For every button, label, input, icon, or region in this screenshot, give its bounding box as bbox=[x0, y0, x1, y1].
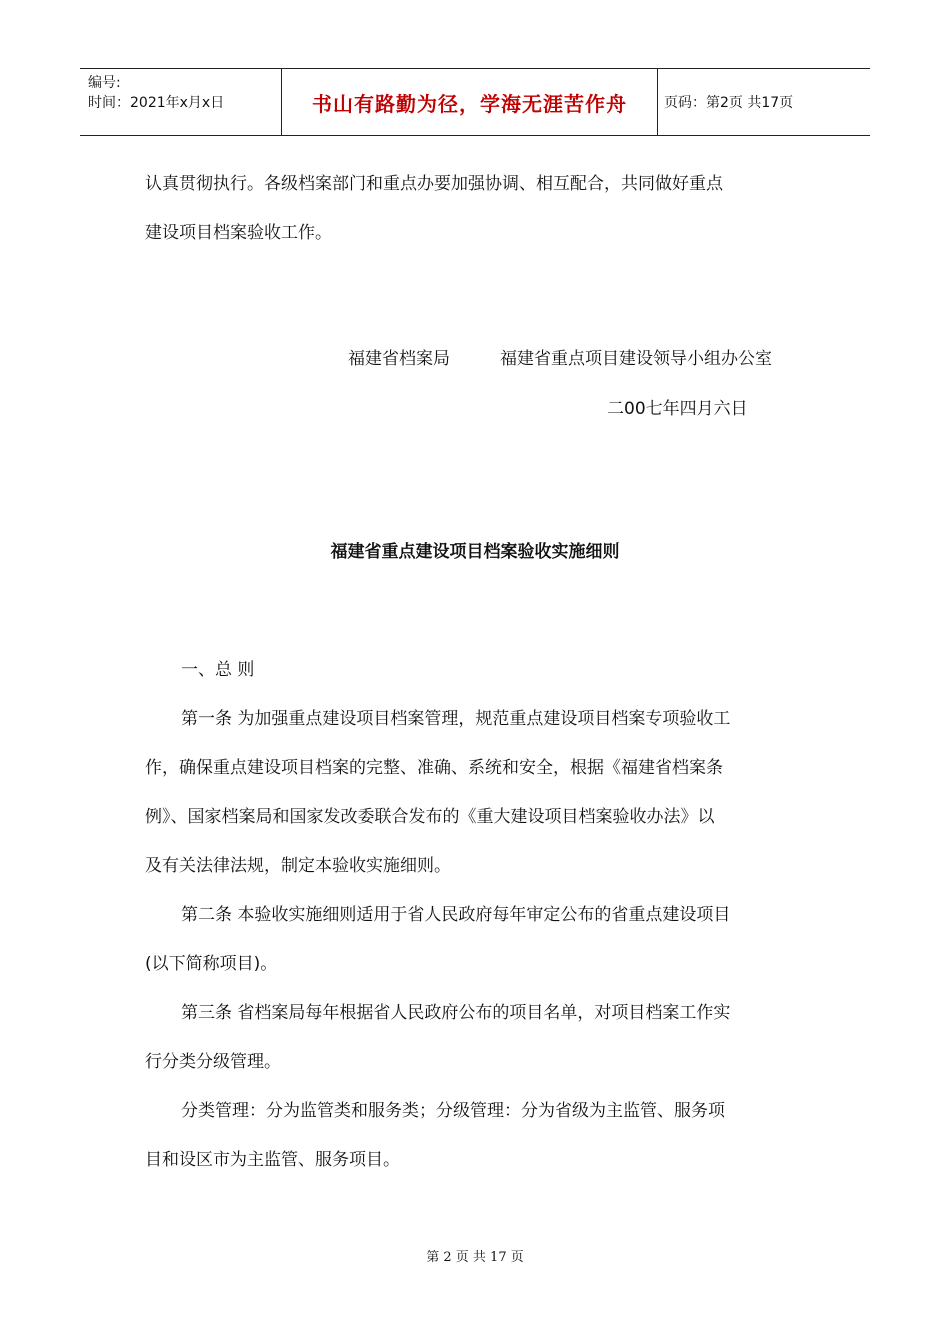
time-label: 时间：2021年x月x日 bbox=[88, 95, 225, 111]
body-line: 分类管理：分为监管类和服务类；分级管理：分为省级为主监管、服务项 bbox=[181, 1101, 725, 1121]
header-motto bbox=[282, 69, 658, 135]
document-title: 福建省重点建设项目档案验收实施细则 bbox=[330, 542, 620, 562]
signature-date: 二00七年四月六日 bbox=[607, 399, 748, 419]
body-line: (以下简称项目)。 bbox=[145, 954, 278, 974]
motto-text: 书山有路勤为径，学海无涯苦作舟 bbox=[312, 91, 627, 116]
intro-text bbox=[145, 160, 810, 258]
page-footer: 第 2 页 共 17 页 bbox=[426, 1250, 524, 1265]
signature-org-archives: 福建省档案局 bbox=[348, 349, 450, 369]
body-line: 行分类分级管理。 bbox=[145, 1052, 281, 1072]
body-line: 第一条 为加强重点建设项目档案管理，规范重点建设项目档案专项验收工 bbox=[181, 709, 731, 729]
signature-org-office: 福建省重点项目建设领导小组办公室 bbox=[500, 349, 772, 369]
body-line: 作，确保重点建设项目档案的完整、准确、系统和安全，根据《福建省档案条 bbox=[145, 758, 723, 778]
body-line: 一、总 则 bbox=[181, 660, 255, 680]
paragraph-line: 建设项目档案验收工作。 bbox=[145, 223, 332, 243]
header-page-code: 页码：第2页 共17页 bbox=[664, 95, 794, 111]
body-line: 第二条 本验收实施细则适用于省人民政府每年审定公布的省重点建设项目 bbox=[181, 905, 731, 925]
body-line: 第三条 省档案局每年根据省人民政府公布的项目名单，对项目档案工作实 bbox=[181, 1003, 731, 1023]
header-meta bbox=[80, 69, 282, 135]
page-header bbox=[80, 68, 870, 136]
number-label: 编号: bbox=[88, 75, 121, 91]
body-line: 例》、国家档案局和国家发改委联合发布的《重大建设项目档案验收办法》以 bbox=[145, 807, 715, 827]
body-line: 目和设区市为主监管、服务项目。 bbox=[145, 1150, 400, 1170]
body-line: 及有关法律法规，制定本验收实施细则。 bbox=[145, 856, 451, 876]
paragraph-line: 认真贯彻执行。各级档案部门和重点办要加强协调、相互配合，共同做好重点 bbox=[145, 174, 723, 194]
document-body bbox=[145, 646, 810, 1185]
